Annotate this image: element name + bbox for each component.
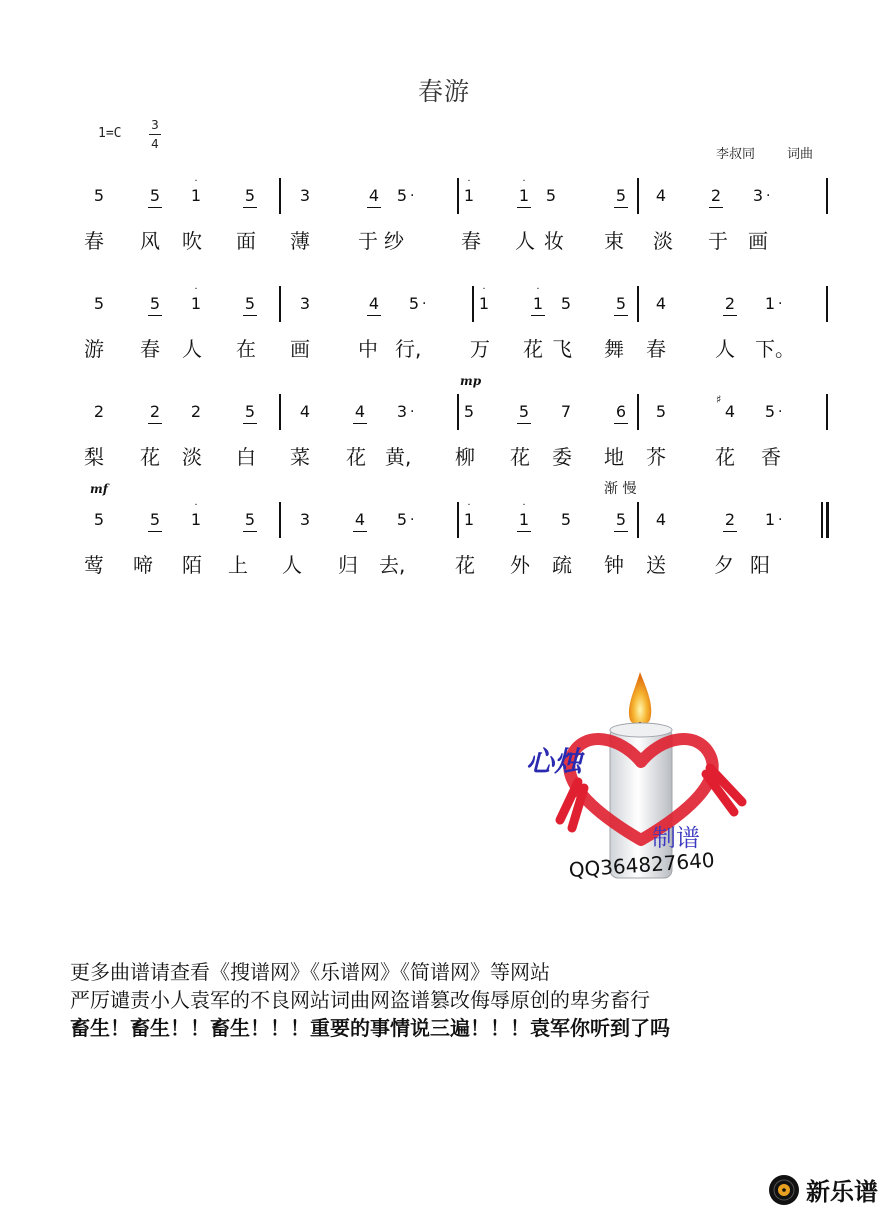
note: 5	[560, 294, 572, 313]
lyric-char: 地	[604, 445, 624, 469]
time-signature	[149, 116, 161, 153]
logo-text-sub: 制谱	[652, 824, 700, 852]
lyric-char: 飞	[552, 337, 572, 361]
lyric-char: 花	[455, 553, 475, 577]
note: 4	[350, 510, 370, 530]
lyric-char: 春	[461, 229, 481, 253]
lyric-char: 纱	[384, 229, 404, 253]
bar-line	[457, 178, 459, 214]
bar-line	[637, 178, 639, 214]
octave-dot: ·	[194, 176, 198, 187]
note: 5	[93, 510, 105, 529]
lyric-char: 薄	[290, 229, 310, 253]
note: 2	[190, 402, 202, 421]
note: 3	[299, 294, 311, 313]
lyric-char: 钟	[604, 553, 624, 577]
octave-dot: ·	[482, 284, 486, 295]
final-bar-line-thin	[821, 502, 823, 538]
bar-line	[457, 394, 459, 430]
augmentation-dot: ·	[766, 188, 771, 204]
note: 5	[93, 186, 105, 205]
logo-qq-number: QQ364827640	[568, 847, 716, 882]
note: 5	[764, 402, 776, 421]
note: 4	[655, 294, 667, 313]
augmentation-dot: ·	[410, 188, 415, 204]
lyric-char: 画	[290, 337, 310, 361]
note: 5	[145, 186, 165, 206]
bar-line	[637, 502, 639, 538]
lyric-char: 送	[646, 553, 666, 577]
lyric-char: 吹	[182, 229, 202, 253]
note: 2	[720, 294, 740, 314]
note: 1 ·	[514, 510, 534, 530]
note: 1 ·	[514, 186, 534, 206]
time-signature-top: 3	[149, 116, 161, 135]
augmentation-dot: ·	[422, 296, 427, 312]
lyric-char: 柳	[455, 445, 475, 469]
lyric-char: 淡	[182, 445, 202, 469]
note: 5	[655, 402, 667, 421]
note: 2	[720, 510, 740, 530]
note: 5	[611, 294, 631, 314]
note: 1	[764, 294, 776, 313]
bar-line	[637, 286, 639, 322]
note: 3	[299, 186, 311, 205]
bar-line	[279, 286, 281, 322]
note: 1 ·	[528, 294, 548, 314]
lyric-char: 花	[140, 445, 160, 469]
augmentation-dot: ·	[778, 404, 783, 420]
dynamic-mf: mf	[90, 482, 108, 496]
note: 5	[396, 510, 408, 529]
lyric-char: 行,	[395, 337, 422, 361]
lyric-char: 上	[228, 553, 248, 577]
candle-flame	[629, 672, 651, 726]
lyric-char: 人	[515, 229, 535, 253]
lyric-char: 莺	[84, 553, 104, 577]
lyric-char: 春	[140, 337, 160, 361]
bar-line	[279, 502, 281, 538]
footer-line-1: 更多曲谱请查看《搜谱网》《乐谱网》《简谱网》等网站	[70, 960, 550, 984]
song-title: 春游	[417, 77, 470, 106]
note: 5	[145, 294, 165, 314]
lyric-char: 人	[182, 337, 202, 361]
lyric-char: 下。	[755, 337, 795, 361]
octave-dot: ·	[522, 176, 526, 187]
bar-line	[826, 394, 828, 430]
lyric-char: 去,	[379, 553, 406, 577]
lyric-char: 妆	[544, 229, 564, 253]
augmentation-dot: ·	[410, 512, 415, 528]
octave-dot: ·	[536, 284, 540, 295]
time-signature-bottom: 4	[151, 137, 159, 151]
key-signature: 1=C	[98, 126, 122, 141]
lyric-char: 舞	[604, 337, 624, 361]
lyric-char: 黄,	[385, 445, 412, 469]
note: 4	[364, 186, 384, 206]
bar-line	[826, 286, 828, 322]
note: 4	[299, 402, 311, 421]
note: 5	[145, 510, 165, 530]
octave-dot: ·	[522, 500, 526, 511]
note: 4	[724, 402, 736, 421]
lyric-char: 陌	[182, 553, 202, 577]
note: 5	[611, 510, 631, 530]
lyric-char: 画	[748, 229, 768, 253]
lyric-char: 束	[604, 229, 624, 253]
note: 5	[611, 186, 631, 206]
bar-line	[637, 394, 639, 430]
note: 7	[560, 402, 572, 421]
lyric-char: 人	[282, 553, 302, 577]
augmentation-dot: ·	[778, 512, 783, 528]
lyric-char: 于	[708, 229, 728, 253]
lyric-char: 中	[358, 337, 378, 361]
lyric-char: 人	[715, 337, 735, 361]
note: 5	[545, 186, 557, 205]
augmentation-dot: ·	[410, 404, 415, 420]
note: 1 ·	[474, 294, 494, 314]
bar-line	[826, 178, 828, 214]
note: 4	[364, 294, 384, 314]
composer-name: 李叔同	[716, 147, 756, 162]
lyric-char: 委	[552, 445, 572, 469]
lyric-char: 归	[338, 553, 358, 577]
final-bar-line-thick	[826, 502, 829, 538]
lyric-char: 啼	[133, 553, 153, 577]
lyric-char: 阳	[750, 553, 770, 577]
note: 5	[408, 294, 420, 313]
lyric-char: 外	[510, 553, 530, 577]
note: 5	[240, 186, 260, 206]
lyric-char: 万	[470, 337, 490, 361]
lyric-char: 夕	[714, 553, 734, 577]
bar-line	[457, 502, 459, 538]
lyric-char: 梨	[84, 445, 104, 469]
lyric-char: 游	[84, 337, 104, 361]
note: 1 ·	[186, 294, 206, 314]
vinyl-record-icon	[768, 1174, 800, 1206]
lyric-char: 菜	[290, 445, 310, 469]
lyric-char: 风	[140, 229, 160, 253]
dynamic-mp: mp	[460, 374, 482, 388]
sharp-sign: ♯	[716, 393, 722, 406]
note: 1	[764, 510, 776, 529]
note: 2	[706, 186, 726, 206]
composer-role: 词曲	[787, 147, 814, 162]
note: 1 ·	[186, 186, 206, 206]
footer-line-3: 畜生！畜生！！畜生！！！重要的事情说三遍！！！袁军你听到了吗	[70, 1016, 670, 1040]
note: 3	[299, 510, 311, 529]
octave-dot: ·	[467, 500, 471, 511]
note: 5	[560, 510, 572, 529]
logo-text-main: 心烛	[526, 745, 583, 778]
lyric-char: 于	[358, 229, 378, 253]
lyric-char: 春	[84, 229, 104, 253]
note: 2	[145, 402, 165, 422]
note: 5	[93, 294, 105, 313]
note: 6	[611, 402, 631, 422]
note: 4	[350, 402, 370, 422]
brand-watermark	[768, 1172, 878, 1207]
lyric-char: 花	[715, 445, 735, 469]
footer-line-2: 严厉谴责小人袁军的不良网站词曲网盗谱篡改侮辱原创的卑劣畜行	[70, 988, 650, 1012]
note: 1 ·	[186, 510, 206, 530]
lyric-char: 疏	[552, 553, 572, 577]
note: 1 ·	[459, 510, 479, 530]
note: 5	[240, 402, 260, 422]
brand-name: 新乐谱	[806, 1178, 878, 1206]
octave-dot: ·	[194, 500, 198, 511]
tempo-mark: 渐 慢	[604, 481, 637, 497]
bar-line	[279, 394, 281, 430]
note: 1 ·	[459, 186, 479, 206]
note: 5	[240, 294, 260, 314]
octave-dot: ·	[194, 284, 198, 295]
lyric-char: 春	[646, 337, 666, 361]
bar-line	[472, 286, 474, 322]
note: 4	[655, 510, 667, 529]
lyric-char: 芥	[646, 445, 666, 469]
lyric-char: 淡	[653, 229, 673, 253]
note: 3	[752, 186, 764, 205]
note: 2	[93, 402, 105, 421]
lyric-char: 面	[236, 229, 256, 253]
lyric-char: 花	[346, 445, 366, 469]
note: 5	[463, 402, 475, 421]
note: 5	[396, 186, 408, 205]
lyric-char: 香	[761, 445, 781, 469]
bar-line	[279, 178, 281, 214]
lyric-char: 花	[523, 337, 543, 361]
note: 5	[514, 402, 534, 422]
lyric-char: 在	[236, 337, 256, 361]
note: 5	[240, 510, 260, 530]
lyric-char: 花	[510, 445, 530, 469]
note: 3	[396, 402, 408, 421]
octave-dot: ·	[467, 176, 471, 187]
note: 4	[655, 186, 667, 205]
lyric-char: 白	[236, 445, 256, 469]
augmentation-dot: ·	[778, 296, 783, 312]
